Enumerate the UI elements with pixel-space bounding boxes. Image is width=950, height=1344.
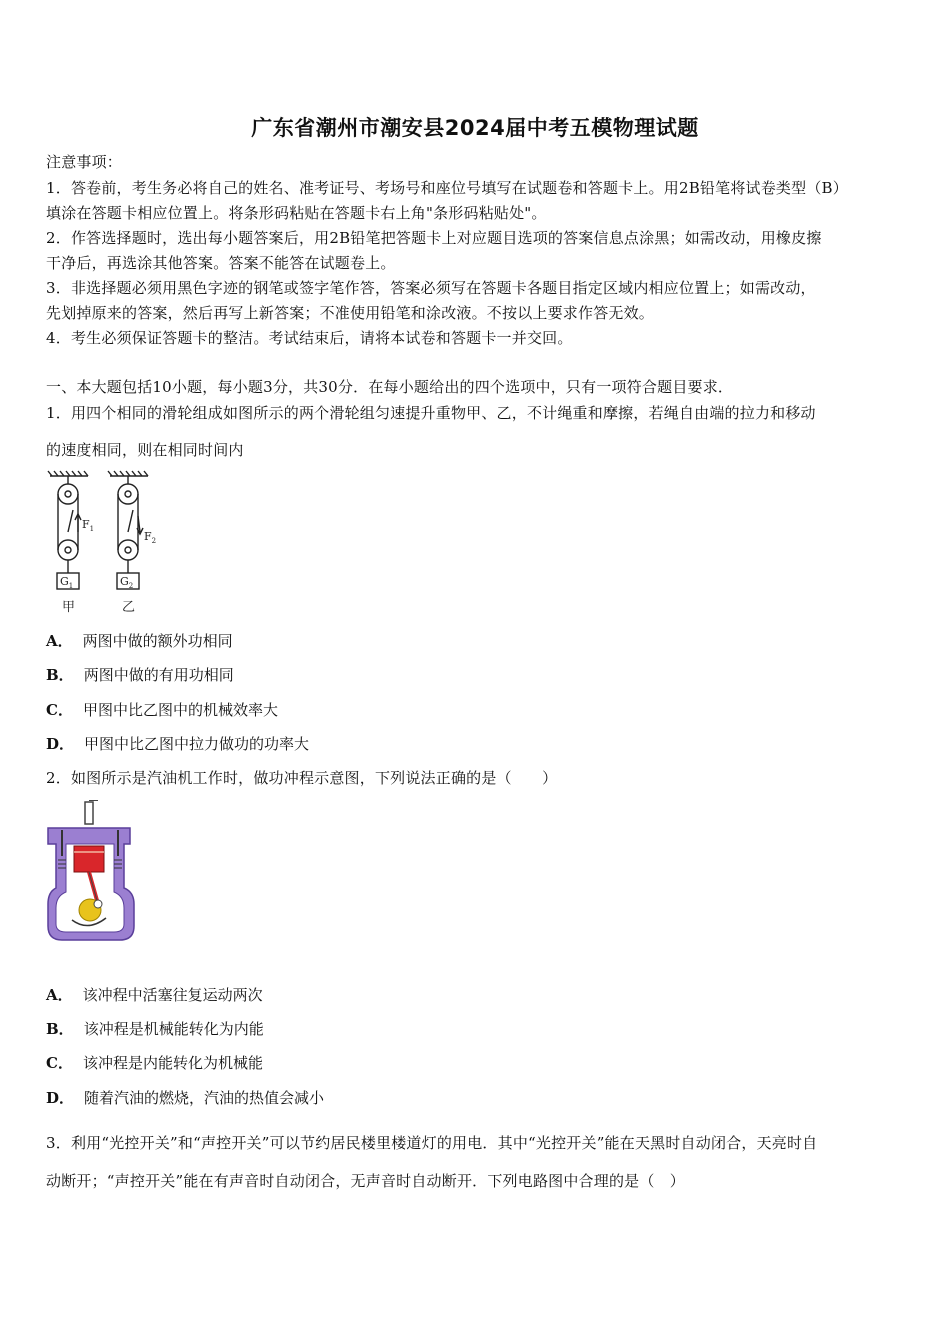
question-1-stem-cont: 的速度相同，则在相同时间内	[46, 441, 244, 459]
figure-label-yi: 乙	[122, 600, 136, 615]
notice-line: 3．非选择题必须用黑色字迹的钢笔或签字笔作答，答案必须写在答题卡各题目指定区域内相应位置上；如需改动，	[46, 279, 816, 297]
notice-line: 1．答卷前，考生务必将自己的姓名、准考证号、考场号和座位号填写在试题卷和答题卡上。用2B铅笔将试卷类型（B）	[46, 179, 848, 197]
question-3-stem-cont: 动断开；“声控开关”能在有声音时自动闭合，无声音时自动断开．下列电路图中合理的是（ ）	[46, 1172, 685, 1190]
notice-line: 干净后，再选涂其他答案。答案不能答在试题卷上。	[46, 254, 396, 272]
pulley-figure	[44, 470, 174, 620]
weight-label-g1: $G_1$	[60, 575, 74, 590]
q2-option-b[interactable]: B． 该冲程是机械能转化为内能	[46, 1020, 264, 1038]
notice-line: 先划掉原来的答案，然后再写上新答案；不准使用铅笔和涂改液。不按以上要求作答无效。	[46, 304, 655, 322]
force-label-f2: $F_2$	[144, 530, 157, 545]
q1-option-a[interactable]: A． 两图中做的额外功相同	[46, 632, 233, 650]
question-1-stem: 1．用四个相同的滑轮组成如图所示的两个滑轮组匀速提升重物甲、乙，不计绳重和摩擦，若绳自由端的拉力和移动	[46, 404, 816, 422]
force-label-f1: $F_1$	[82, 518, 95, 533]
q1-option-c[interactable]: C． 甲图中比乙图中的机械效率大	[46, 701, 278, 719]
notice-line: 4．考生必须保证答题卡的整洁。考试结束后，请将本试卷和答题卡一并交回。	[46, 329, 573, 347]
notice-heading: 注意事项：	[46, 153, 123, 171]
q2-option-c[interactable]: C． 该冲程是内能转化为机械能	[46, 1054, 263, 1072]
weight-label-g2: $G_2$	[120, 575, 134, 590]
q2-option-d[interactable]: D． 随着汽油的燃烧，汽油的热值会减小	[46, 1089, 325, 1107]
question-3-stem: 3．利用“光控开关”和“声控开关”可以节约居民楼里楼道灯的用电．其中“光控开关”能在天黑时自动闭合，天亮时自	[46, 1134, 818, 1152]
engine-figure	[44, 800, 136, 945]
figure-label-jia: 甲	[62, 600, 76, 615]
q1-option-b[interactable]: B． 两图中做的有用功相同	[46, 666, 234, 684]
page-title: 广东省潮州市潮安县2024届中考五模物理试题	[251, 116, 699, 140]
notice-line: 2．作答选择题时，选出每小题答案后，用2B铅笔把答题卡上对应题目选项的答案信息点涂黑；如需改动，用橡皮擦	[46, 229, 822, 247]
q1-option-d[interactable]: D． 甲图中比乙图中拉力做功的功率大	[46, 735, 310, 753]
notice-line: 填涂在答题卡相应位置上。将条形码粘贴在答题卡右上角"条形码粘贴处"。	[46, 204, 547, 222]
section-heading: 一、本大题包括10小题，每小题3分，共30分．在每小题给出的四个选项中，只有一项符合题目要求．	[46, 378, 734, 396]
question-2-stem: 2．如图所示是汽油机工作时，做功冲程示意图，下列说法正确的是（ ）	[46, 769, 558, 787]
q2-option-a[interactable]: A． 该冲程中活塞往复运动两次	[46, 986, 263, 1004]
